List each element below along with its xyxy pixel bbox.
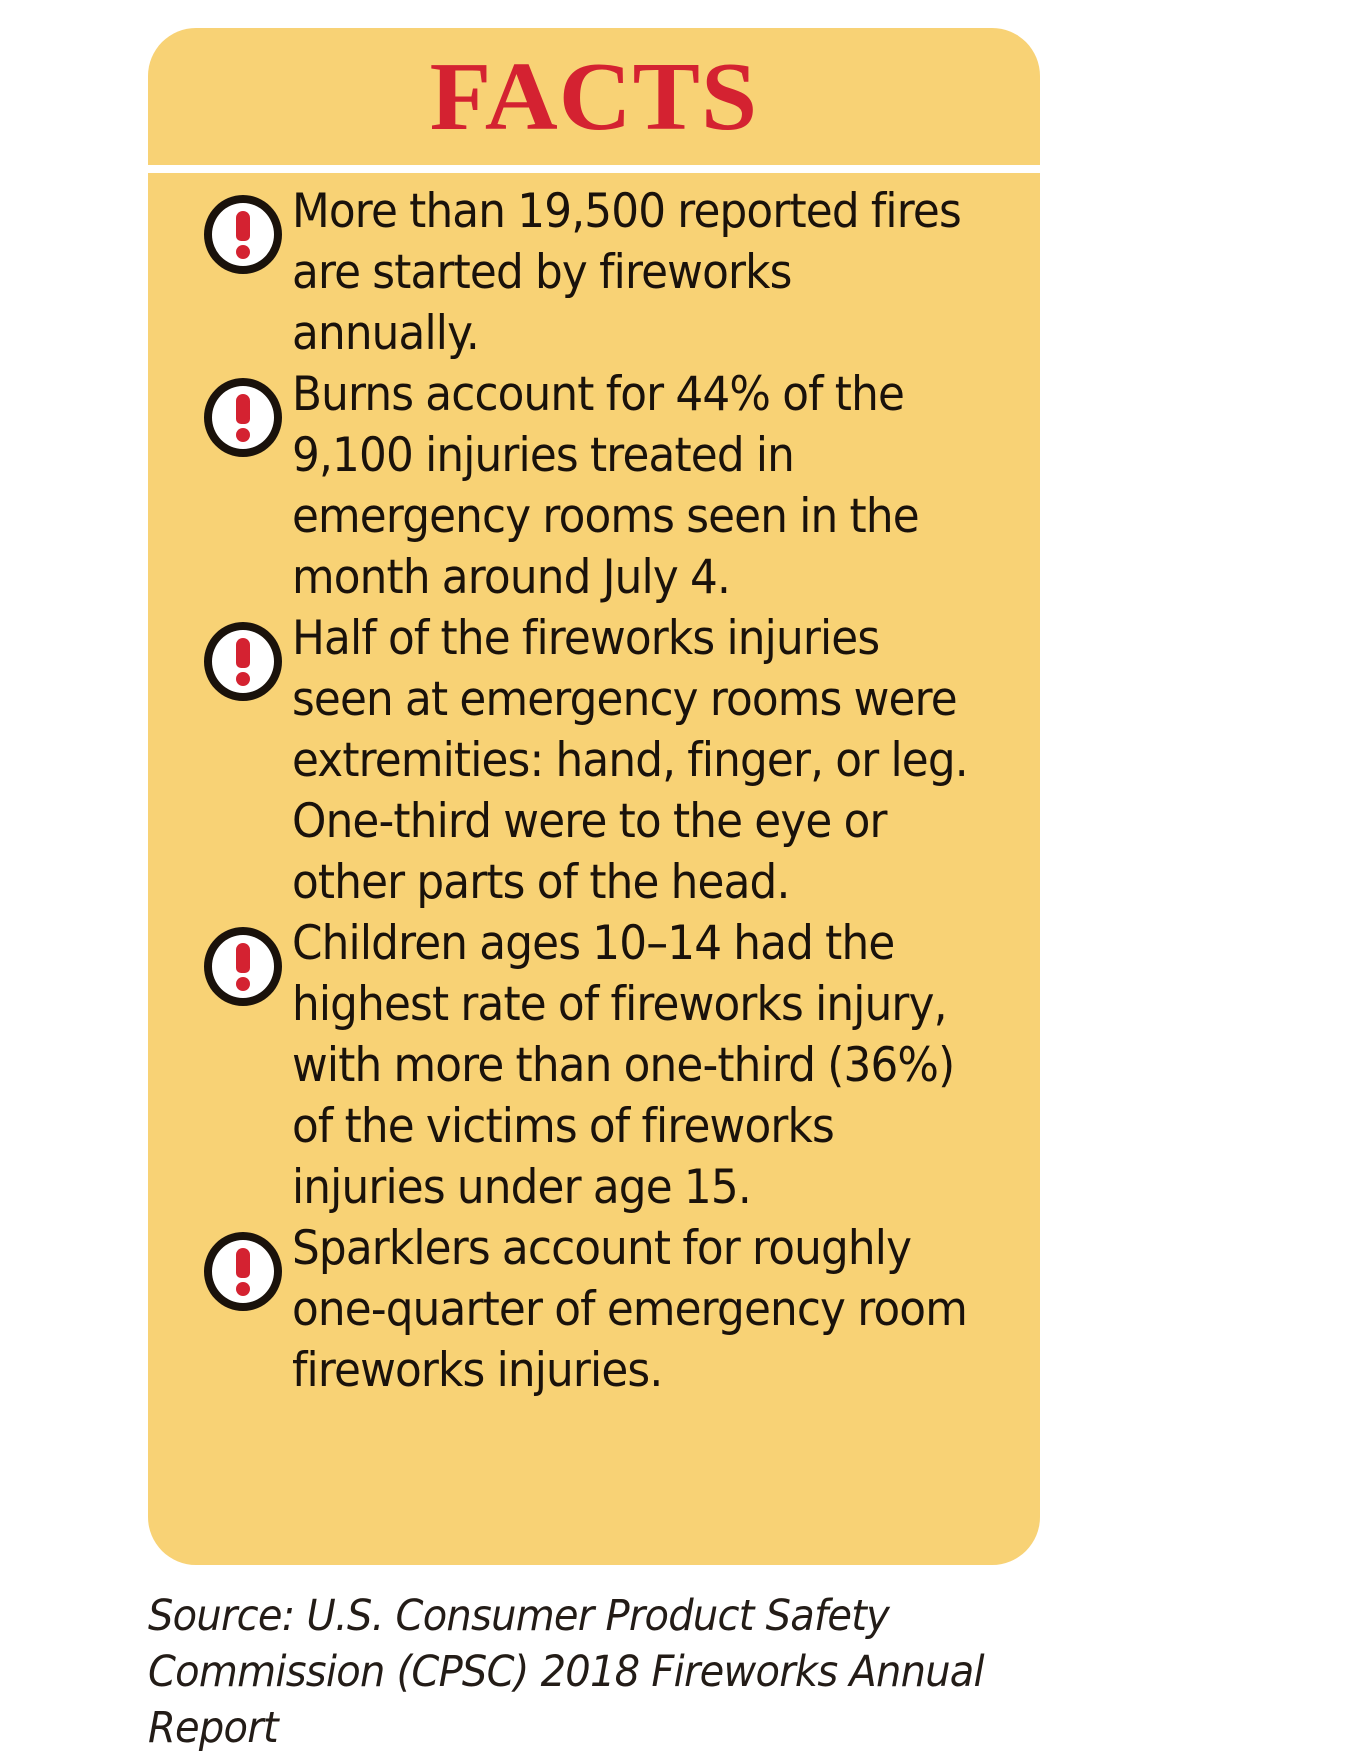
list-item (204, 364, 1022, 608)
facts-card (148, 28, 1040, 1565)
exclamation-circle-icon (204, 1232, 282, 1311)
header-divider (148, 165, 1040, 173)
page-title: FACTS (429, 43, 759, 150)
fact-text: Half of the fireworks injuries seen at emergency rooms were extremities: hand, finger, or leg. One-third were to the eye or other parts of the head. (292, 611, 968, 910)
list-item (204, 608, 1022, 913)
list-item (204, 181, 1022, 364)
fact-text: Burns account for 44% of the 9,100 injuries treated in emergency rooms seen in the month around July 4. (292, 367, 919, 605)
fact-text: More than 19,500 reported fires are started by fireworks annually. (292, 184, 961, 361)
exclamation-circle-icon (204, 622, 282, 701)
exclamation-circle-icon (204, 195, 282, 274)
list-item (204, 1218, 1022, 1401)
exclamation-circle-icon (204, 378, 282, 457)
fact-text: Children ages 10–14 had the highest rate of fireworks injury, with more than one-third (36%) of the victims of fireworks injuries under age 15. (292, 916, 955, 1215)
list-item (204, 913, 1022, 1218)
exclamation-circle-icon (204, 927, 282, 1006)
fact-text: Sparklers account for roughly one-quarter of emergency room fireworks injuries. (292, 1221, 967, 1398)
card-header (148, 28, 1040, 165)
facts-list (148, 181, 1040, 1401)
source-attribution: Source: U.S. Consumer Product Safety Commission (CPSC) 2018 Fireworks Annual Report (148, 1591, 984, 1753)
